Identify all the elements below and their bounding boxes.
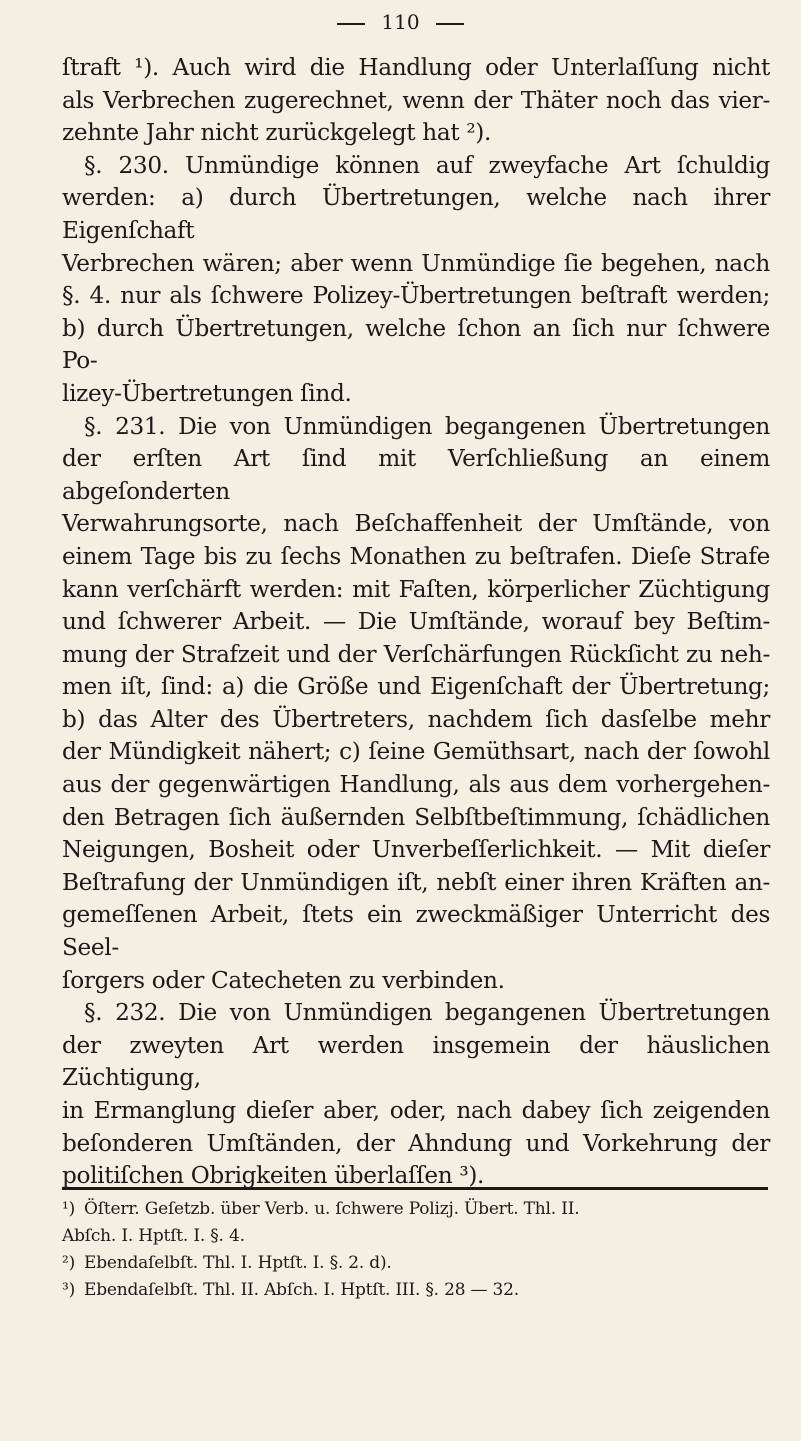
page-number: 110 — [381, 10, 420, 34]
footnotes — [62, 1196, 770, 1304]
footnote — [62, 1277, 770, 1304]
header-dash-left — [337, 23, 365, 25]
text-line — [62, 834, 770, 867]
header-dash-right — [436, 23, 464, 25]
text-line — [62, 508, 770, 541]
text-line-content: und ſchwerer Arbeit. — Die Umſtände, worauf bey Beſtim- — [62, 608, 770, 636]
text-line-content: der zweyten Art werden insgemein der häuslichen Züchtigung, — [62, 1031, 770, 1092]
text-line — [62, 736, 770, 769]
text-line-content: einem Tage bis zu ſechs Monathen zu beſtrafen. Dieſe Strafe — [62, 542, 770, 570]
text-line — [62, 378, 770, 411]
text-line — [62, 313, 770, 378]
footnote-text: Öſterr. Geſetzb. über Verb. u. ſchwere Polizj. Übert. Thl. II. — [84, 1199, 580, 1219]
footnote-text: Ebendaſelbſt. Thl. I. Hptſt. I. §. 2. d). — [84, 1253, 392, 1273]
text-line — [62, 248, 770, 281]
text-line-content: aus der gegenwärtigen Handlung, als aus dem vorhergehen- — [62, 771, 770, 799]
footnote-text: Ebendaſelbſt. Thl. II. Abſch. I. Hptſt. III. §. 28 — 32. — [84, 1280, 519, 1300]
text-line — [62, 606, 770, 639]
text-line — [62, 965, 770, 998]
text-line — [62, 85, 770, 118]
text-line — [62, 574, 770, 607]
text-line — [62, 1128, 770, 1161]
text-line-content: der erſten Art ſind mit Verſchließung an einem abgeſonderten — [62, 445, 770, 505]
footnote-number: ³) — [62, 1280, 76, 1300]
text-line-content: lizey-Übertretungen ſind. — [62, 379, 352, 407]
page-header — [0, 10, 801, 40]
text-line-content: werden: a) durch Übertretungen, welche nach ihrer Eigenſchaft — [62, 184, 770, 244]
text-line-content: §. 231. Die von Unmündigen begangenen Übertretungen — [84, 412, 770, 440]
text-line-content: b) durch Übertretungen, welche ſchon an ſich nur ſchwere Po- — [62, 314, 770, 375]
text-line-content: §. 230. Unmündige können auf zweyfache Art ſchuldig — [84, 151, 770, 179]
text-line-content: b) das Alter des Übertreters, nachdem ſich dasſelbe mehr — [62, 705, 770, 733]
footnote — [62, 1196, 770, 1223]
footnote-number: ¹) — [62, 1199, 76, 1219]
text-line — [62, 411, 770, 444]
text-line-content: Verbrechen wären; aber wenn Unmündige ſie begehen, nach — [62, 249, 770, 277]
text-line-content: §. 4. nur als ſchwere Polizey-Übertretungen beſtraft werden; — [62, 282, 770, 310]
text-line — [62, 639, 770, 672]
text-line — [62, 704, 770, 737]
text-line-content: §. 232. Die von Unmündigen begangenen Übertretungen — [84, 999, 770, 1027]
body-text — [62, 52, 770, 1193]
text-line — [62, 769, 770, 802]
text-line-content: politiſchen Obrigkeiten überlaſſen ³). — [62, 1162, 485, 1190]
text-line — [62, 52, 770, 85]
text-line-content: als Verbrechen zugerechnet, wenn der Thäter noch das vier- — [62, 86, 770, 114]
text-line-content: den Betragen ſich äußernden Selbſtbeſtimmung, ſchädlichen — [62, 803, 770, 831]
text-line — [62, 541, 770, 574]
text-line — [62, 1030, 770, 1095]
text-line-content: ſorgers oder Catecheten zu verbinden. — [62, 966, 505, 994]
text-line — [62, 150, 770, 183]
text-line-content: kann verſchärft werden: mit Faſten, körperlicher Züchtigung — [62, 575, 770, 603]
text-line-content: der Mündigkeit nähert; c) ſeine Gemüthsart, nach der ſowohl — [62, 738, 770, 766]
text-line — [62, 997, 770, 1030]
text-line-content: Beſtrafung der Unmündigen iſt, nebſt einer ihren Kräften an- — [62, 868, 770, 896]
text-line — [62, 182, 770, 247]
text-line — [62, 443, 770, 508]
footnote-number: ²) — [62, 1253, 76, 1273]
footnote-rule — [62, 1187, 768, 1190]
text-line-content: men iſt, ſind: a) die Größe und Eigenſchaft der Übertretung; — [62, 673, 770, 701]
text-line — [62, 1095, 770, 1128]
text-line-content: Verwahrungsorte, nach Beſchaffenheit der Umſtände, von — [62, 510, 770, 538]
text-line-content: in Ermanglung dieſer aber, oder, nach dabey ſich zeigenden — [62, 1097, 770, 1124]
footnote-continuation: Abſch. I. Hptſt. I. §. 4. — [62, 1226, 245, 1246]
text-line-content: Neigungen, Bosheit oder Unverbeſſerlichkeit. — Mit dieſer — [62, 836, 770, 864]
text-line — [62, 117, 770, 150]
text-line-content: beſonderen Umſtänden, der Ahndung und Vorkehrung der — [62, 1129, 770, 1157]
text-line — [62, 867, 770, 900]
text-line — [62, 280, 770, 313]
text-line — [62, 671, 770, 704]
text-line — [62, 899, 770, 964]
footnote — [62, 1250, 770, 1277]
text-line-content: gemeſſenen Arbeit, ſtets ein zweckmäßiger Unterricht des Seel- — [62, 901, 770, 962]
text-line-content: mung der Strafzeit und der Verſchärfungen Rückſicht zu neh- — [62, 640, 770, 668]
text-line-content: ſtraft ¹). Auch wird die Handlung oder Unterlaſſung nicht — [62, 54, 770, 81]
text-line-content: zehnte Jahr nicht zurückgelegt hat ²). — [62, 119, 491, 147]
text-line — [62, 802, 770, 835]
